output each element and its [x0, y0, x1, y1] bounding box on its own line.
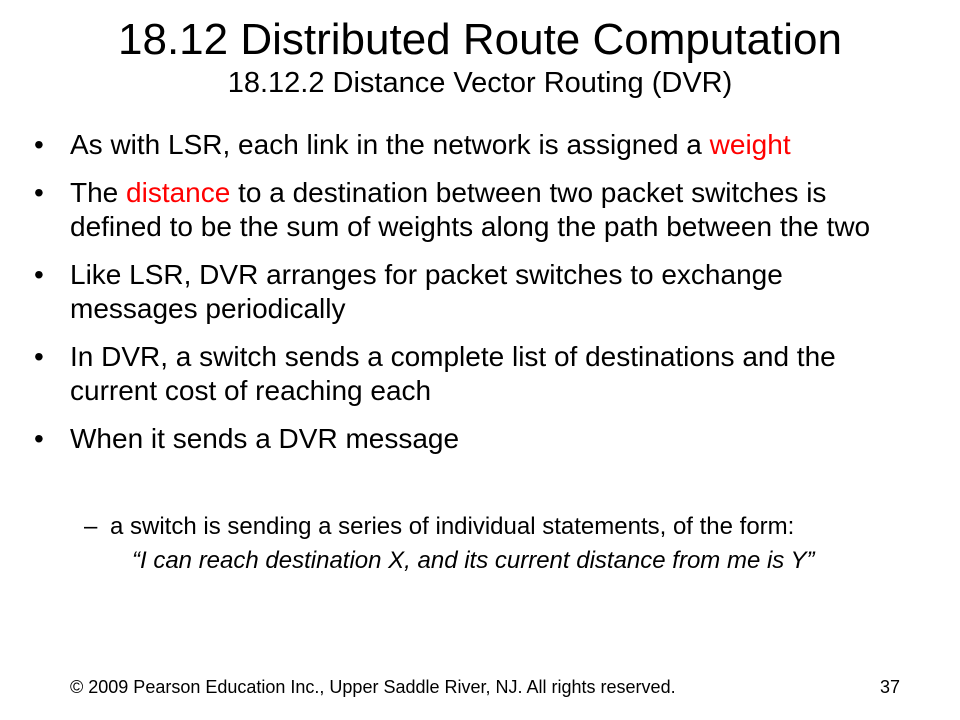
quote-text: “I can reach destination X, and its current distance from me is Y” [132, 547, 815, 574]
bullet-marker: • [34, 423, 44, 454]
title-block [40, 14, 920, 100]
sub-bullet-text: a switch is sending a series of individual statements, of the form: [110, 513, 795, 540]
bullet-text: The [70, 177, 127, 208]
bullet-item [34, 258, 914, 326]
bullet-text-tail: to a destination between two packet switches is defined to be the sum of weights along the path between the two [70, 177, 871, 242]
bullet-item [34, 422, 914, 456]
bullet-text: In DVR, a switch sends a complete list of destinations and the current cost of reaching each [70, 341, 836, 406]
bullet-text: As with LSR, each link in the network is assigned a [70, 129, 710, 160]
bullet-item [34, 176, 914, 244]
highlight-distance: distance [126, 177, 231, 208]
bullet-item [34, 340, 914, 408]
bullet-marker: • [34, 341, 44, 372]
sub-bullet [84, 512, 914, 542]
bullet-marker: • [34, 129, 44, 160]
bullet-marker: • [34, 259, 44, 290]
bullet-text: Like LSR, DVR arranges for packet switches to exchange messages periodically [70, 259, 783, 324]
slide-subtitle: 18.12.2 Distance Vector Routing (DVR) [227, 67, 733, 99]
highlight-weight: weight [709, 129, 791, 160]
page-number: 37 [880, 677, 901, 697]
bullet-marker: • [34, 177, 44, 208]
bullet-item [34, 128, 914, 162]
copyright-footer: © 2009 Pearson Education Inc., Upper Saddle River, NJ. All rights reserved. [70, 677, 676, 697]
slide-title: 18.12 Distributed Route Computation [118, 15, 842, 64]
bullet-list [34, 128, 914, 458]
sub-bullet-marker: – [84, 513, 98, 540]
bullet-text: When it sends a DVR message [70, 423, 460, 454]
